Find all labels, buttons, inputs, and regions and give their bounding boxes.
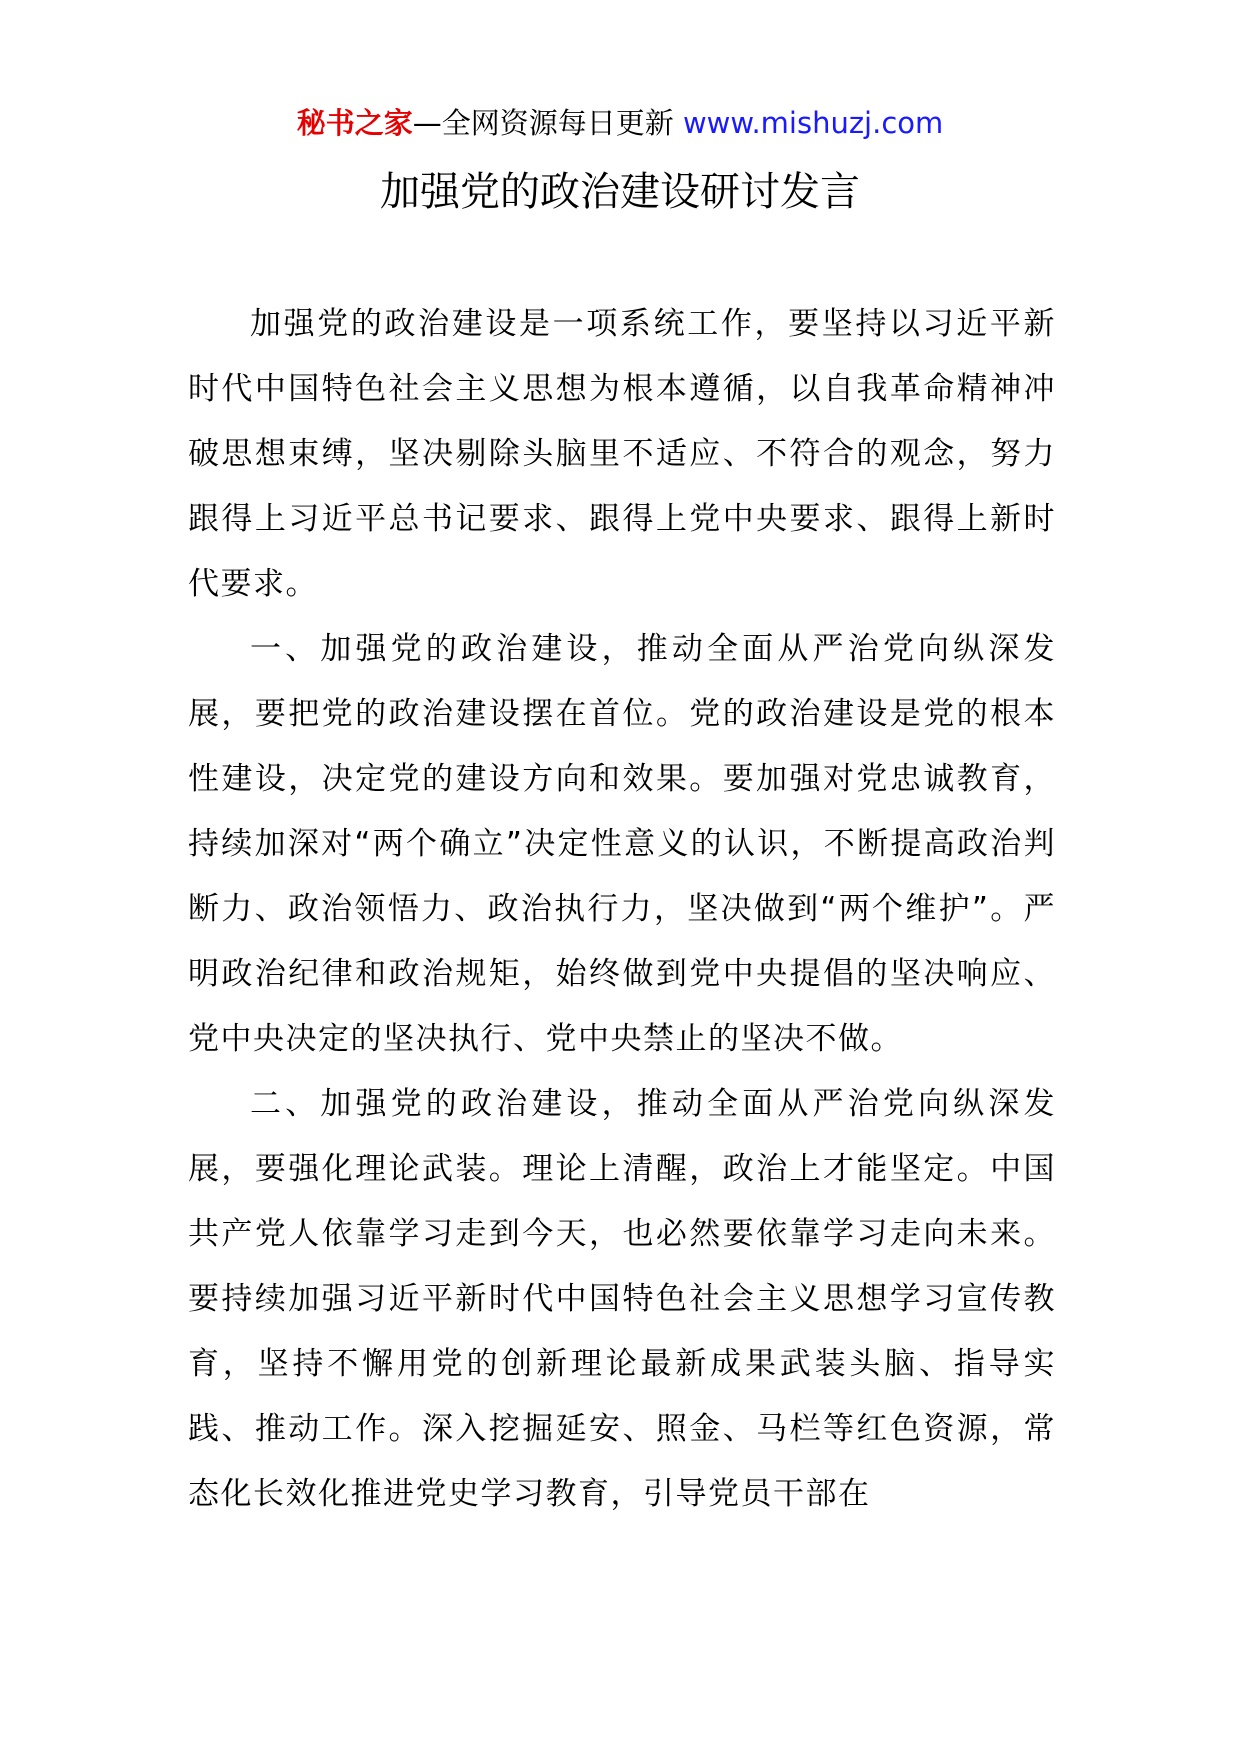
brand-name: 秘书之家 xyxy=(296,106,413,140)
banner-tagline: —全网资源每日更新 xyxy=(412,106,683,140)
site-banner xyxy=(0,103,1240,143)
document-title: 加强党的政治建设研讨发言 xyxy=(380,169,860,215)
paragraph-intro: 加强党的政治建设是一项系统工作，要坚持以习近平新时代中国特色社会主义思想为根本遵循，以自我革命精神冲破思想束缚，坚决剔除头脑里不适应、不符合的观念，努力跟得上习近平总书记要求、跟得上党中央要求、跟得上新时代要求。 xyxy=(188,306,1056,602)
document-body xyxy=(188,292,1056,1527)
paragraph-section-two: 二、加强党的政治建设，推动全面从严治党向纵深发展，要强化理论武装。理论上清醒，政治上才能坚定。中国共产党人依靠学习走到今天，也必然要依靠学习走向未来。要持续加强习近平新时代中国特色社会主义思想学习宣传教育，坚持不懈用党的创新理论最新成果武装头脑、指导实践、推动工作。深入挖掘延安、照金、马栏等红色资源，常态化长效化推进党史学习教育，引导党员干部在 xyxy=(188,1086,1056,1512)
paragraph-section-one: 一、加强党的政治建设，推动全面从严治党向纵深发展，要把党的政治建设摆在首位。党的政治建设是党的根本性建设，决定党的建设方向和效果。要加强对党忠诚教育，持续加深对“两个确立”决定性意义的认识，不断提高政治判断力、政治领悟力、政治执行力，坚决做到“两个维护”。严明政治纪律和政治规矩，始终做到党中央提倡的坚决响应、党中央决定的坚决执行、党中央禁止的坚决不做。 xyxy=(188,631,1056,1057)
site-url[interactable]: www.mishuzj.com xyxy=(682,106,944,140)
